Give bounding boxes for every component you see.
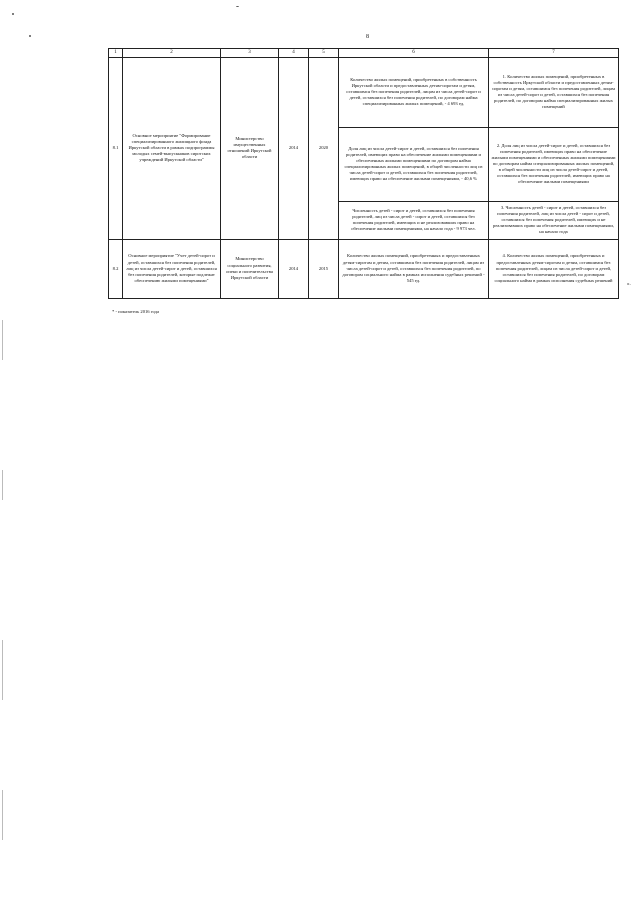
start-year: 2014 — [279, 57, 309, 239]
end-year: 2015 — [309, 239, 339, 298]
start-year: 2014 — [279, 239, 309, 298]
header-cell: 2 — [123, 49, 221, 58]
indicator-cell: 3. Численность детей - сирот и детей, оставшихся без попечения родителей, лиц из числа детей - сирот и детей, оставшихся без попечения родителей, имеющих и не реализовавших право на обеспечение жилыми помещениями, на начало года — [489, 201, 619, 239]
executor: Министерство имущественных отношений Иркутской области — [221, 57, 279, 239]
result-cell: Количество жилых помещений, приобретенных в собственность Иркутской области и предоставленных детям-сиротам и детям, оставшимся без попечения родителей, лицам из числа детей-сирот и детей, оставшихся без попечения родителей, по договорам найма специализированных жилых помещений, - 4 693 ед. — [339, 57, 489, 127]
scan-edge-icon — [2, 320, 3, 360]
scan-edge-icon — [2, 640, 3, 700]
table-row — [109, 239, 619, 298]
row-number: 8.1 — [109, 57, 123, 239]
header-cell: 3 — [221, 49, 279, 58]
scan-speck-icon — [236, 6, 239, 7]
header-row — [109, 49, 619, 58]
end-year: 2020 — [309, 57, 339, 239]
header-cell: 1 — [109, 49, 123, 58]
indicator-cell: 4. Количество жилых помещений, приобретенных и предоставленных детям-сиротам и детям, оставшимся без попечения родителей, лицам из числа детей-сирот и детей, оставшихся без попечения родителей, по договорам социального найма в рамках исполнения судебных решений — [489, 239, 619, 298]
header-cell: 6 — [339, 49, 489, 58]
header-cell: 4 — [279, 49, 309, 58]
closing-quote-mark: ». — [627, 282, 631, 287]
event-name: Основное мероприятие "Формирование специализированного жилищного фонда Иркутской области в рамках подпрограммы молодых семей-выпускников сиротских учреждений Иркутской области" — [123, 57, 221, 239]
result-cell: Количество жилых помещений, приобретенных и предоставленных детям-сиротам и детям, оставшимся без попечения родителей, лицам из числа детей-сирот и детей, оставшихся без попечения родителей, по договорам социального найма в рамках исполнения судебных решений - 545 ед. — [339, 239, 489, 298]
indicator-cell: 1. Количество жилых помещений, приобретенных в собственность Иркутской области и предоставленных детям-сиротам и детям, оставшимся без попечения родителей, лицам из числа детей-сирот и детей, оставшихся без попечения родителей, по договорам найма специализированных жилых помещений — [489, 57, 619, 127]
row-number: 8.2 — [109, 239, 123, 298]
indicator-cell: 2. Доля лиц из числа детей-сирот и детей, оставшихся без попечения родителей, имеющих право на обеспечение жилыми помещениями и обеспеченных жилыми помещениями по договорам найма специализированных жилых помещений, в общей численности лиц из числа детей-сирот и детей, оставшихся без попечения родителей, имеющих право на обеспечение жилыми помещениями — [489, 127, 619, 201]
header-cell: 7 — [489, 49, 619, 58]
table-row — [109, 57, 619, 127]
footnote: * - показатель 2016 года — [112, 309, 160, 314]
scan-speck-icon — [12, 13, 14, 15]
scan-speck-icon — [29, 35, 31, 37]
scan-edge-icon — [2, 790, 3, 840]
executor: Министерство социального развития, опеки и попечительства Иркутской области — [221, 239, 279, 298]
event-name: Основное мероприятие "Учет детей-сирот и детей, оставшихся без попечения родителей, лиц из числа детей-сирот и детей, оставшихся без попечения родителей, которые подлежат обеспечению жилыми помещениями" — [123, 239, 221, 298]
result-cell: Численность детей - сирот и детей, оставшихся без попечения родителей, лиц из числа детей - сирот и детей, оставшихся без попечения родителей, имеющих и не реализовавших право на обеспечение жилыми помещениями, на начало года - 9 973 чел. — [339, 201, 489, 239]
program-table — [108, 48, 619, 299]
header-cell: 5 — [309, 49, 339, 58]
page-number: 8 — [366, 34, 369, 40]
result-cell: Доля лиц из числа детей-сирот и детей, оставшихся без попечения родителей, имеющих право на обеспечение жилыми помещениями и обеспеченных жилыми помещениями по договорам найма специализированных жилых помещений, в общей численности лиц из числа детей-сирот и детей, оставшихся без попечения родителей, имеющих право на обеспечение жилыми помещениями, - 40,6 % — [339, 127, 489, 201]
scan-edge-icon — [2, 470, 3, 500]
